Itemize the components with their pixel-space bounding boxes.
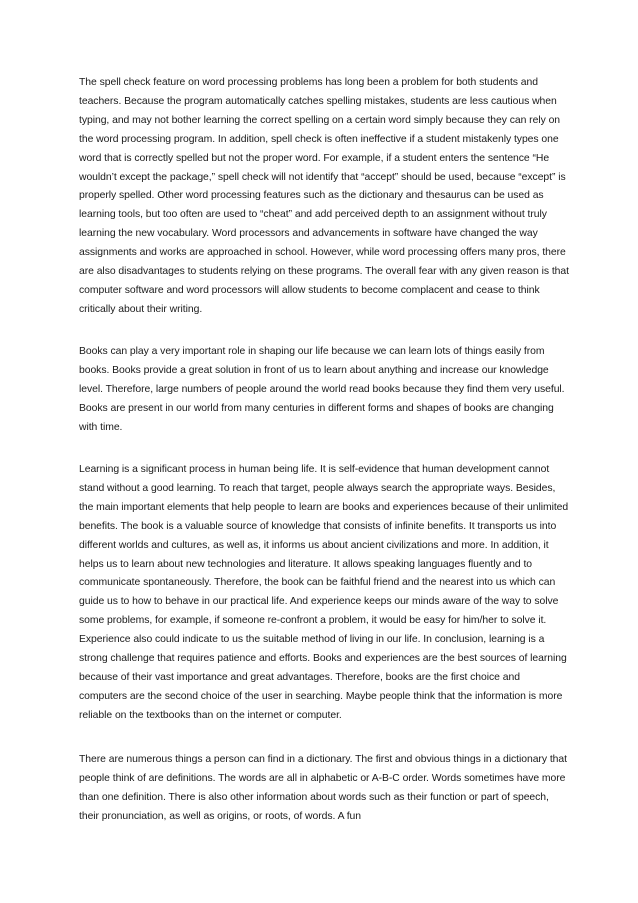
paragraph-learning: Learning is a significant process in human being life. It is self-evidence that human development cannot stand without a good learning. To reach that target, people always search the appropriate ways. Besides, the main important elements that help people to learn are books and experiences because of their unlimited benefits. The book is a valuable source of knowledge that consists of infinite benefits. It transports us into different worlds and cultures, as well as, it informs us about ancient civilizations and more. In addition, it helps us to learn about new technologies and literature. It allows speaking languages fluently and to communicate spontaneously. Therefore, the book can be faithful friend and the nearest into us which can guide us to how to behave in our practical life. And experience keeps our minds aware of the way to solve some problems, for example, if someone re-confront a problem, it would be easy for him/her to solve it. Experience also could indicate to us the suitable method of living in our life. In conclusion, learning is a strong challenge that requires patience and efforts. Books and experiences are the best sources of learning because of their vast importance and great advantages. Therefore, books are the first choice and computers are the second choice of the user in searching. Maybe people think that the information is more reliable on the textbooks than on the internet or computer. <box>79 464 569 721</box>
paragraph-books-role: Books can play a very important role in shaping our life because we can learn lots of things easily from books. Books provide a great solution in front of us to learn about anything and increase our knowledge level. Therefore, large numbers of people around the world read books because they find them very useful. Books are present in our world from many centuries in different forms and shapes of books are changing with time. <box>79 346 565 433</box>
paragraph-dictionary: There are numerous things a person can find in a dictionary. The first and obvious things in a dictionary that people think of are definitions. The words are all in alphabetic or A-B-C order. Words sometimes have more than one definition. There is also other information about words such as their function or part of speech, their pronunciation, as well as origins, or roots, of words. A fun <box>79 754 567 822</box>
paragraph-spell-check: The spell check feature on word processing problems has long been a problem for both students and teachers. Because the program automatically catches spelling mistakes, students are less cautious when typing, and may not bother learning the correct spelling on a certain word simply because they can rely on the word processing program. In addition, spell check is often ineffective if a student mistakenly types one word that is correctly spelled but not the proper word. For example, if a student enters the sentence “He wouldn’t except the package,” spell check will not identify that “accept” should be used, because “except” is properly spelled. Other word processing features such as the dictionary and thesaurus can be used as learning tools, but too often are used to “cheat” and add perceived depth to an assignment without truly learning the new vocabulary. Word processors and advancements in software have changed the way assignments and works are approached in school. However, while word processing offers many pros, there are also disadvantages to students relying on these programs. The overall fear with any given reason is that computer software and word processors will allow students to become complacent and cease to think critically about their writing. <box>79 77 569 315</box>
